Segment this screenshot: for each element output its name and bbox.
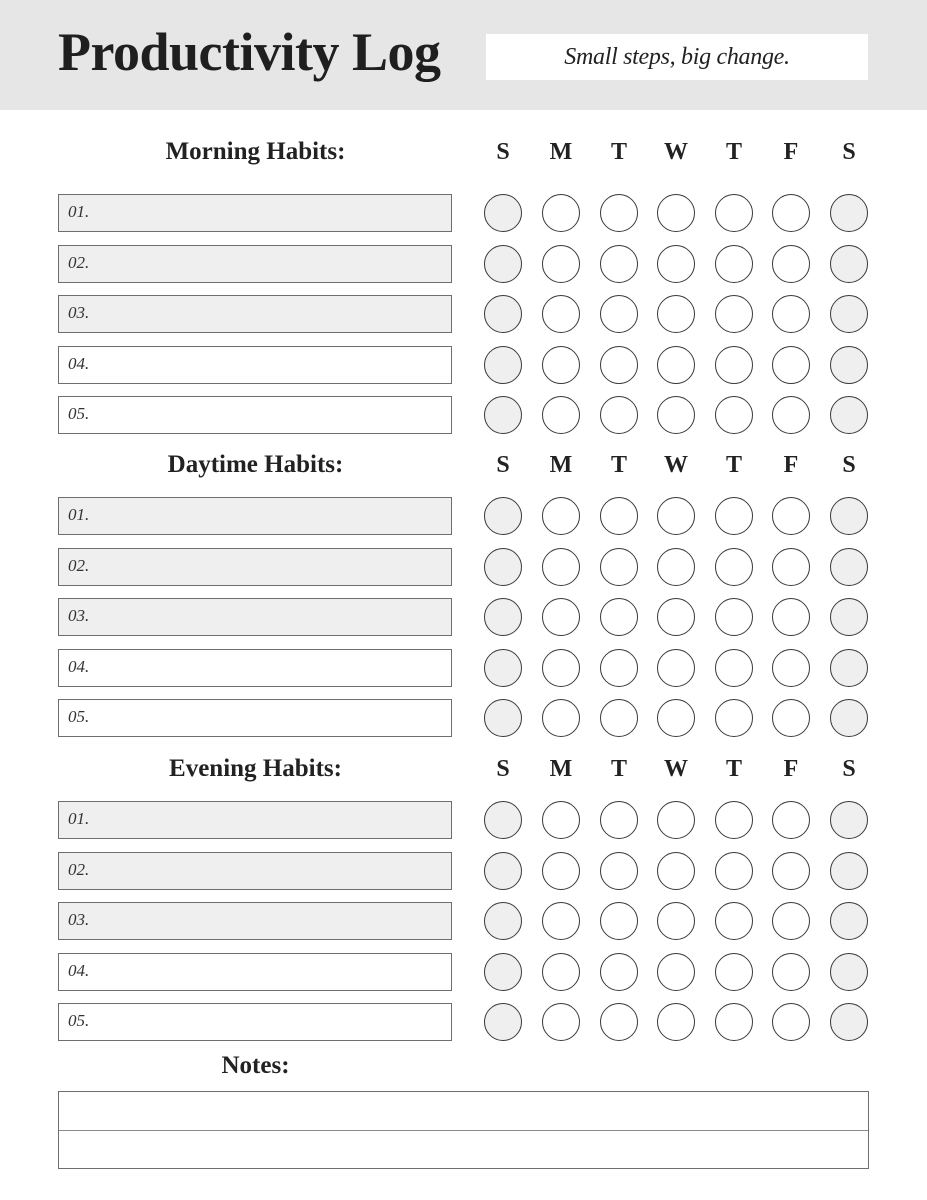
habit-checkbox[interactable] xyxy=(657,801,695,839)
habit-checkbox[interactable] xyxy=(772,953,810,991)
habit-checkbox[interactable] xyxy=(542,953,580,991)
habit-checkbox[interactable] xyxy=(830,346,868,384)
header-band xyxy=(0,0,927,110)
habit-checkbox[interactable] xyxy=(830,598,868,636)
section-title: Evening Habits: xyxy=(169,755,342,782)
habit-checkbox[interactable] xyxy=(715,1003,753,1041)
habit-checkbox[interactable] xyxy=(542,699,580,737)
habit-checkbox[interactable] xyxy=(657,497,695,535)
habit-field[interactable] xyxy=(58,245,452,283)
habit-number: 02. xyxy=(68,556,90,575)
habit-checkbox[interactable] xyxy=(830,1003,868,1041)
habit-checkbox[interactable] xyxy=(657,649,695,687)
habit-checkbox[interactable] xyxy=(600,801,638,839)
habit-checkbox[interactable] xyxy=(484,295,522,333)
habit-checkbox[interactable] xyxy=(772,346,810,384)
habit-checkbox[interactable] xyxy=(830,649,868,687)
habit-checkbox[interactable] xyxy=(772,245,810,283)
habit-checkbox[interactable] xyxy=(657,953,695,991)
habit-checkbox[interactable] xyxy=(542,1003,580,1041)
habit-checkbox[interactable] xyxy=(772,699,810,737)
habit-checkbox[interactable] xyxy=(715,396,753,434)
habit-checkbox[interactable] xyxy=(657,902,695,940)
habit-checkbox[interactable] xyxy=(772,801,810,839)
habit-checkbox[interactable] xyxy=(715,295,753,333)
habit-checkbox[interactable] xyxy=(600,396,638,434)
habit-checkbox[interactable] xyxy=(715,852,753,890)
habit-checkbox[interactable] xyxy=(830,953,868,991)
habit-checkbox[interactable] xyxy=(657,346,695,384)
habit-checkbox[interactable] xyxy=(484,245,522,283)
day-header: W xyxy=(664,139,688,165)
habit-number: 01. xyxy=(68,809,90,828)
habit-checkbox[interactable] xyxy=(600,194,638,232)
habit-checkbox[interactable] xyxy=(484,548,522,586)
habit-checkbox[interactable] xyxy=(542,852,580,890)
notes-title: Notes: xyxy=(221,1052,290,1079)
day-header: S xyxy=(496,756,510,782)
habit-field[interactable] xyxy=(58,598,452,636)
habit-checkbox[interactable] xyxy=(830,194,868,232)
habit-checkbox[interactable] xyxy=(830,396,868,434)
habit-checkbox[interactable] xyxy=(542,649,580,687)
habit-checkbox[interactable] xyxy=(484,953,522,991)
day-header: S xyxy=(842,756,856,782)
habit-checkbox[interactable] xyxy=(484,497,522,535)
habit-checkbox[interactable] xyxy=(772,497,810,535)
day-header: T xyxy=(725,452,742,478)
habit-checkbox[interactable] xyxy=(484,194,522,232)
habit-checkbox[interactable] xyxy=(830,801,868,839)
habit-checkbox[interactable] xyxy=(542,194,580,232)
habit-number: 01. xyxy=(68,202,90,221)
habit-checkbox[interactable] xyxy=(542,801,580,839)
habit-checkbox[interactable] xyxy=(484,1003,522,1041)
habit-number: 05. xyxy=(68,1011,90,1030)
habit-field[interactable] xyxy=(58,953,452,991)
day-header: F xyxy=(783,452,799,478)
habit-field[interactable] xyxy=(58,699,452,737)
habit-checkbox[interactable] xyxy=(600,1003,638,1041)
day-header: T xyxy=(725,756,742,782)
day-header: S xyxy=(842,452,856,478)
habit-checkbox[interactable] xyxy=(715,245,753,283)
habit-number: 05. xyxy=(68,707,90,726)
habit-checkbox[interactable] xyxy=(772,852,810,890)
habit-checkbox[interactable] xyxy=(830,699,868,737)
day-header: M xyxy=(549,452,573,478)
habit-checkbox[interactable] xyxy=(657,699,695,737)
habit-checkbox[interactable] xyxy=(715,548,753,586)
habit-checkbox[interactable] xyxy=(484,801,522,839)
habit-checkbox[interactable] xyxy=(542,295,580,333)
day-header: F xyxy=(783,139,799,165)
notes-divider xyxy=(59,1130,868,1131)
habit-checkbox[interactable] xyxy=(657,598,695,636)
habit-checkbox[interactable] xyxy=(657,245,695,283)
habit-checkbox[interactable] xyxy=(484,396,522,434)
habit-field[interactable] xyxy=(58,346,452,384)
habit-checkbox[interactable] xyxy=(542,497,580,535)
habit-checkbox[interactable] xyxy=(715,902,753,940)
habit-checkbox[interactable] xyxy=(830,295,868,333)
habit-checkbox[interactable] xyxy=(772,194,810,232)
habit-field[interactable] xyxy=(58,801,452,839)
habit-checkbox[interactable] xyxy=(772,548,810,586)
habit-checkbox[interactable] xyxy=(715,497,753,535)
habit-checkbox[interactable] xyxy=(772,396,810,434)
habit-checkbox[interactable] xyxy=(830,902,868,940)
day-header: S xyxy=(496,139,510,165)
habit-field[interactable] xyxy=(58,497,452,535)
notes-box[interactable] xyxy=(58,1091,869,1169)
day-header: T xyxy=(610,139,627,165)
habit-field[interactable] xyxy=(58,852,452,890)
habit-number: 04. xyxy=(68,354,90,373)
habit-field[interactable] xyxy=(58,194,452,232)
habit-checkbox[interactable] xyxy=(657,1003,695,1041)
day-header: M xyxy=(549,756,573,782)
habit-checkbox[interactable] xyxy=(600,598,638,636)
habit-number: 03. xyxy=(68,303,90,322)
habit-checkbox[interactable] xyxy=(484,699,522,737)
habit-number: 02. xyxy=(68,253,90,272)
habit-checkbox[interactable] xyxy=(715,598,753,636)
habit-checkbox[interactable] xyxy=(542,396,580,434)
habit-checkbox[interactable] xyxy=(484,649,522,687)
day-header: T xyxy=(610,452,627,478)
page-title: Productivity Log xyxy=(58,22,441,82)
habit-checkbox[interactable] xyxy=(600,953,638,991)
day-header: T xyxy=(725,139,742,165)
habit-checkbox[interactable] xyxy=(657,548,695,586)
day-header: S xyxy=(496,452,510,478)
habit-checkbox[interactable] xyxy=(542,245,580,283)
habit-checkbox[interactable] xyxy=(542,346,580,384)
section-title: Daytime Habits: xyxy=(167,451,344,478)
habit-checkbox[interactable] xyxy=(830,548,868,586)
habit-field[interactable] xyxy=(58,649,452,687)
habit-checkbox[interactable] xyxy=(772,598,810,636)
day-header: S xyxy=(842,139,856,165)
habit-number: 03. xyxy=(68,910,90,929)
habit-checkbox[interactable] xyxy=(600,902,638,940)
habit-number: 03. xyxy=(68,606,90,625)
habit-checkbox[interactable] xyxy=(542,902,580,940)
habit-checkbox[interactable] xyxy=(715,801,753,839)
habit-number: 01. xyxy=(68,505,90,524)
habit-checkbox[interactable] xyxy=(715,649,753,687)
day-header: T xyxy=(610,756,627,782)
habit-field[interactable] xyxy=(58,902,452,940)
habit-field[interactable] xyxy=(58,548,452,586)
habit-checkbox[interactable] xyxy=(715,953,753,991)
habit-checkbox[interactable] xyxy=(600,346,638,384)
habit-checkbox[interactable] xyxy=(600,497,638,535)
habit-checkbox[interactable] xyxy=(600,245,638,283)
habit-checkbox[interactable] xyxy=(830,245,868,283)
habit-checkbox[interactable] xyxy=(600,852,638,890)
habit-checkbox[interactable] xyxy=(542,548,580,586)
habit-checkbox[interactable] xyxy=(657,295,695,333)
tagline-text: Small steps, big change. xyxy=(564,43,790,70)
habit-checkbox[interactable] xyxy=(715,194,753,232)
habit-checkbox[interactable] xyxy=(830,497,868,535)
day-header: W xyxy=(664,756,688,782)
habit-checkbox[interactable] xyxy=(657,396,695,434)
tagline-box xyxy=(486,34,868,80)
section-title: Morning Habits: xyxy=(165,138,346,165)
habit-checkbox[interactable] xyxy=(772,902,810,940)
habit-checkbox[interactable] xyxy=(484,902,522,940)
day-header: W xyxy=(664,452,688,478)
habit-field[interactable] xyxy=(58,1003,452,1041)
habit-number: 04. xyxy=(68,657,90,676)
habit-number: 04. xyxy=(68,961,90,980)
day-header: F xyxy=(783,756,799,782)
habit-checkbox[interactable] xyxy=(772,295,810,333)
habit-checkbox[interactable] xyxy=(600,649,638,687)
habit-checkbox[interactable] xyxy=(715,346,753,384)
habit-checkbox[interactable] xyxy=(484,852,522,890)
habit-checkbox[interactable] xyxy=(772,649,810,687)
habit-checkbox[interactable] xyxy=(657,852,695,890)
habit-number: 05. xyxy=(68,404,90,423)
habit-checkbox[interactable] xyxy=(600,699,638,737)
habit-checkbox[interactable] xyxy=(715,699,753,737)
day-header: M xyxy=(549,139,573,165)
habit-checkbox[interactable] xyxy=(542,598,580,636)
habit-checkbox[interactable] xyxy=(772,1003,810,1041)
habit-checkbox[interactable] xyxy=(484,346,522,384)
habit-checkbox[interactable] xyxy=(600,548,638,586)
habit-checkbox[interactable] xyxy=(657,194,695,232)
habit-checkbox[interactable] xyxy=(600,295,638,333)
habit-number: 02. xyxy=(68,860,90,879)
habit-checkbox[interactable] xyxy=(830,852,868,890)
habit-field[interactable] xyxy=(58,295,452,333)
habit-field[interactable] xyxy=(58,396,452,434)
habit-checkbox[interactable] xyxy=(484,598,522,636)
